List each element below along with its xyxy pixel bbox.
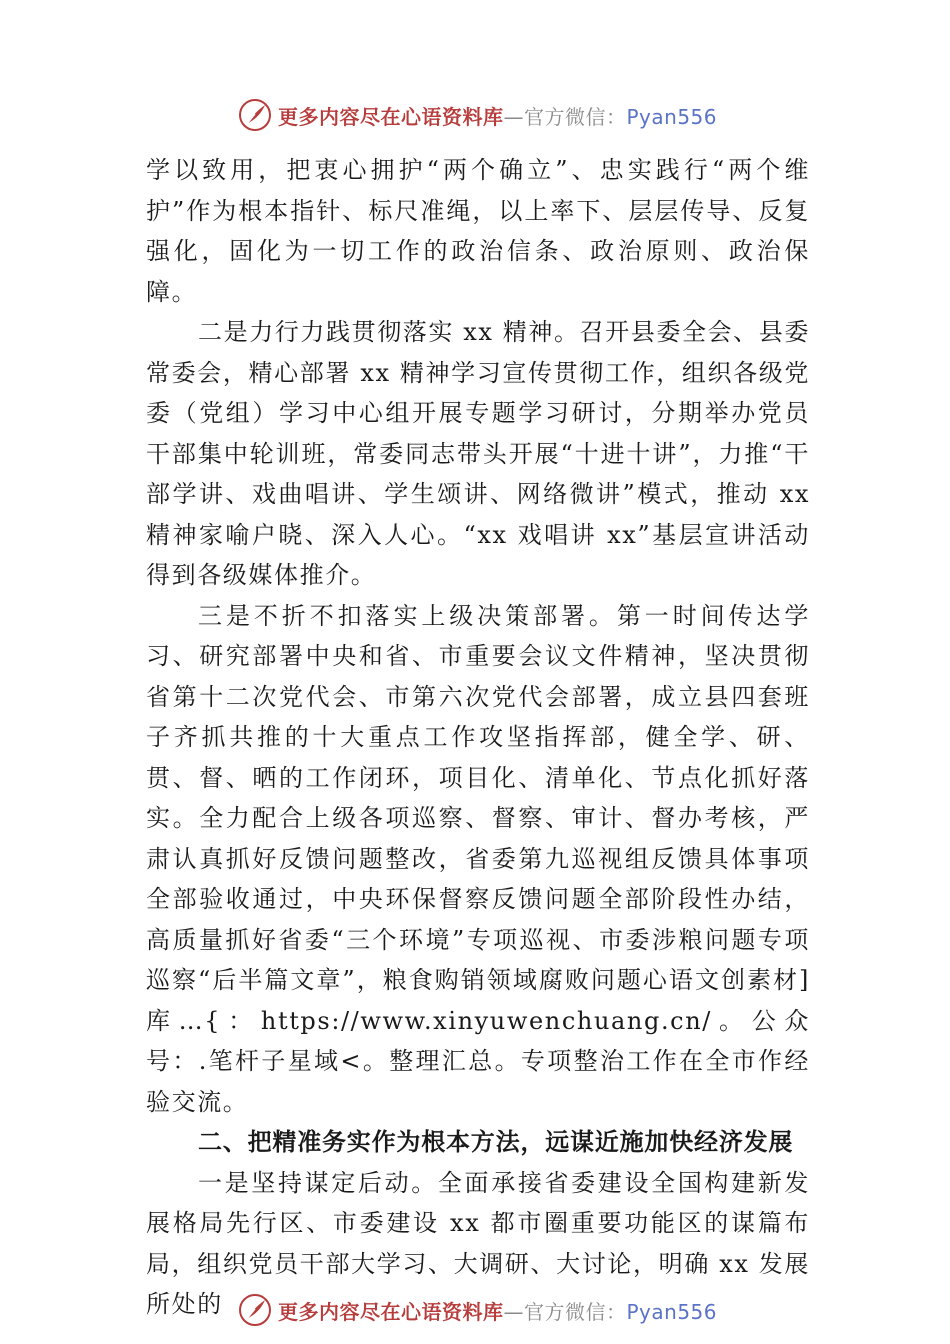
- watermark-site-name: 更多内容尽在心语资料库: [278, 1299, 504, 1324]
- section-heading-2: 二、把精准务实作为根本方法，远谋近施加快经济发展: [198, 1128, 794, 1156]
- watermark-footer: [238, 1290, 758, 1330]
- watermark-wechat-label: —官方微信：: [503, 104, 627, 129]
- paragraph-1: 学以致用，把衷心拥护“两个确立”、忠实践行“两个维护”作为根本指针、标尺准绳，以上率下、层层传导、反复强化，固化为一切工作的政治信条、政治原则、政治保障。: [146, 156, 810, 306]
- watermark-wechat-id: Pyan556: [626, 104, 718, 129]
- watermark-wechat-label: —官方微信：: [503, 1299, 627, 1324]
- paragraph-4: 一是坚持谋定后动。全面承接省委建设全国构建新发展格局先行区、市委建设 xx 都市圈重要功能区的谋篇布局，组织党员干部大学习、大调研、大讨论，明确 xx 发展所处的: [146, 1168, 810, 1318]
- watermark-wechat-id: Pyan556: [626, 1299, 718, 1324]
- watermark-header: [238, 95, 758, 135]
- paragraph-3: 三是不折不扣落实上级决策部署。第一时间传达学习、研究部署中央和省、市重要会议文件精神，坚决贯彻省第十二次党代会、市第六次党代会部署，成立县四套班子齐抓共推的十大重点工作攻坚指挥部，健全学、研、贯、督、晒的工作闭环，项目化、清单化、节点化抓好落实。全力配合上级各项巡察、督察、审计、督办考核，严肃认真抓好反馈问题整改，省委第九巡视组反馈具体事项全部验收通过，中央环保督察反馈问题全部阶段性办结，高质量抓好省委“三个环境”专项巡视、市委涉粮问题专项巡察“后半篇文章”，粮食购销领域腐败问题心语文创素材]库…{：https://www.xinyuwenchuang.cn/。公众号：.笔杆子星域<。整理汇总。专项整治工作在全市作经验交流。: [146, 601, 810, 1116]
- watermark-site-name: 更多内容尽在心语资料库: [278, 104, 504, 129]
- feather-pen-logo-icon: [238, 98, 272, 132]
- paragraph-2: 二是力行力践贯彻落实 xx 精神。召开县委全会、县委常委会，精心部署 xx 精神学习宣传贯彻工作，组织各级党委（党组）学习中心组开展专题学习研讨，分期举办党员干部集中轮训班，常委同志带头开展“十进十讲”，力推“干部学讲、戏曲唱讲、学生颂讲、网络微讲”模式，推动 xx 精神家喻户晓、深入人心。“xx 戏唱讲 xx”基层宣讲活动得到各级媒体推介。: [146, 318, 810, 589]
- document-body: [146, 150, 810, 1325]
- feather-pen-logo-icon: [238, 1293, 272, 1327]
